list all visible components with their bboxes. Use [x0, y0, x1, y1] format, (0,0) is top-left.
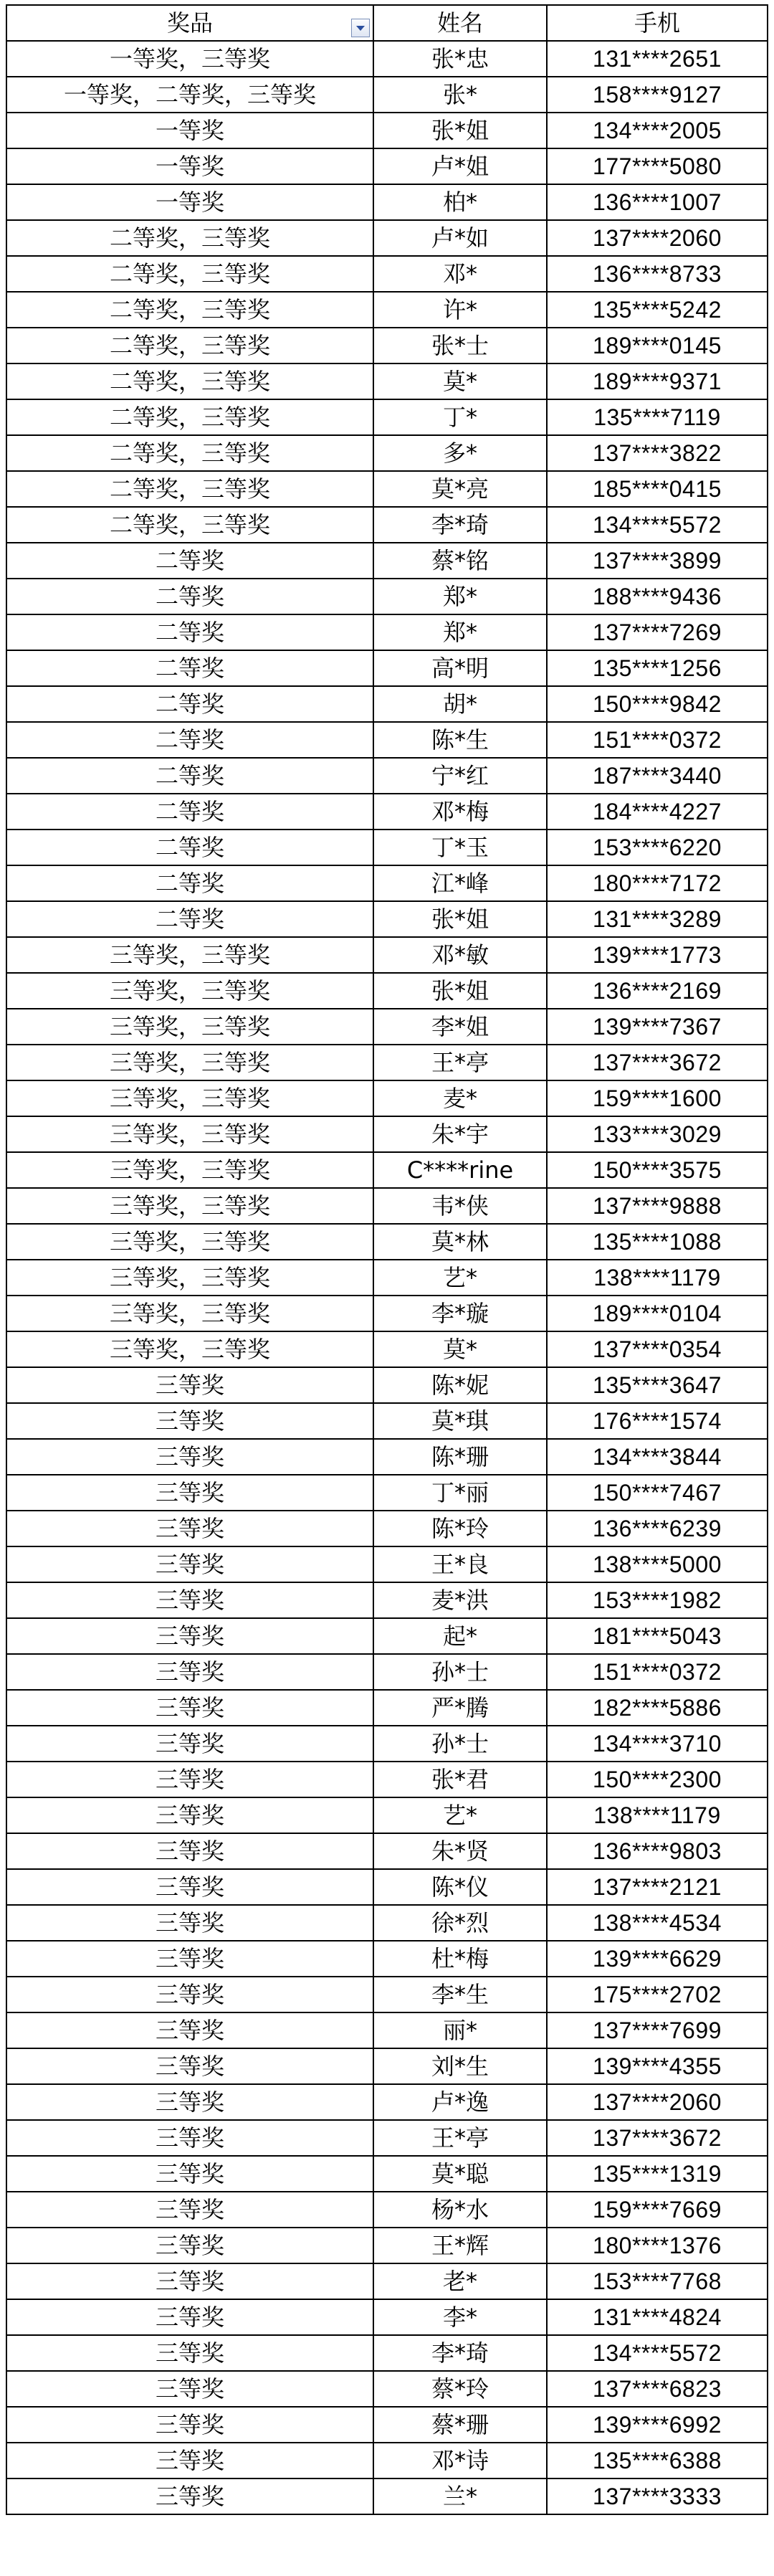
name-cell: 严*腾: [373, 1690, 547, 1726]
phone-cell: 137****9888: [547, 1188, 768, 1224]
table-row: [6, 1152, 768, 1188]
table-row: [6, 1762, 768, 1797]
phone-cell: 187****3440: [547, 758, 768, 794]
name-cell: 莫*亮: [373, 471, 547, 507]
phone-cell: 150****7467: [547, 1475, 768, 1511]
table-row: [6, 77, 768, 113]
name-cell: 丽*: [373, 2012, 547, 2048]
table-row: [6, 1009, 768, 1045]
prize-cell: 二等奖: [6, 794, 373, 830]
phone-cell: 150****2300: [547, 1762, 768, 1797]
prize-cell: 二等奖，三等奖: [6, 399, 373, 435]
name-cell: 朱*宇: [373, 1116, 547, 1152]
table-row: [6, 1260, 768, 1296]
name-cell: 张*士: [373, 328, 547, 363]
phone-cell: 158****9127: [547, 77, 768, 113]
prize-cell: 二等奖: [6, 650, 373, 686]
name-cell: 张*姐: [373, 973, 547, 1009]
name-cell: 胡*: [373, 686, 547, 722]
prize-cell: 二等奖，三等奖: [6, 292, 373, 328]
filter-dropdown-button[interactable]: [351, 19, 370, 37]
name-cell: 李*生: [373, 1977, 547, 2012]
phone-cell: 134****3710: [547, 1726, 768, 1762]
table-body: [6, 41, 768, 2514]
table-row: [6, 1582, 768, 1618]
table-row: [6, 2407, 768, 2443]
table-row: [6, 1511, 768, 1546]
name-cell: 邓*梅: [373, 794, 547, 830]
phone-cell: 137****2060: [547, 2084, 768, 2120]
phone-cell: 137****0354: [547, 1331, 768, 1367]
prize-cell: 三等奖: [6, 1439, 373, 1475]
prize-cell: 二等奖: [6, 901, 373, 937]
name-cell: 杨*水: [373, 2192, 547, 2228]
name-cell: 江*峰: [373, 865, 547, 901]
phone-cell: 137****3333: [547, 2478, 768, 2514]
prize-cell: 三等奖，三等奖: [6, 1188, 373, 1224]
phone-cell: 131****3289: [547, 901, 768, 937]
header-name: 姓名: [373, 5, 547, 41]
name-cell: 王*亭: [373, 2120, 547, 2156]
table-row: [6, 1367, 768, 1403]
name-cell: 杜*梅: [373, 1941, 547, 1977]
prize-cell: 一等奖: [6, 184, 373, 220]
name-cell: 张*: [373, 77, 547, 113]
prize-cell: 二等奖，三等奖: [6, 328, 373, 363]
prize-cell: 三等奖，三等奖: [6, 1045, 373, 1080]
table-row: [6, 830, 768, 865]
prize-cell: 三等奖: [6, 1403, 373, 1439]
table-row: [6, 184, 768, 220]
prize-cell: 三等奖: [6, 2371, 373, 2407]
phone-cell: 137****3672: [547, 2120, 768, 2156]
prize-cell: 二等奖: [6, 579, 373, 614]
prize-cell: 三等奖: [6, 2443, 373, 2478]
prize-cell: 三等奖: [6, 2299, 373, 2335]
phone-cell: 131****2651: [547, 41, 768, 77]
prize-cell: 三等奖，三等奖: [6, 1296, 373, 1331]
prize-cell: 二等奖，三等奖: [6, 256, 373, 292]
prize-cell: 三等奖: [6, 1582, 373, 1618]
prize-cell: 三等奖，三等奖: [6, 973, 373, 1009]
phone-cell: 139****4355: [547, 2048, 768, 2084]
table-row: [6, 1045, 768, 1080]
name-cell: 陈*妮: [373, 1367, 547, 1403]
table-row: [6, 1080, 768, 1116]
name-cell: 韦*侠: [373, 1188, 547, 1224]
name-cell: 卢*如: [373, 220, 547, 256]
table-row: [6, 1941, 768, 1977]
table-row: [6, 435, 768, 471]
phone-cell: 137****2121: [547, 1869, 768, 1905]
table-row: [6, 1296, 768, 1331]
phone-cell: 153****6220: [547, 830, 768, 865]
name-cell: 兰*: [373, 2478, 547, 2514]
name-cell: 张*君: [373, 1762, 547, 1797]
phone-cell: 139****7367: [547, 1009, 768, 1045]
prize-cell: 二等奖，三等奖: [6, 471, 373, 507]
phone-cell: 153****7768: [547, 2263, 768, 2299]
table-row: [6, 614, 768, 650]
table-row: [6, 507, 768, 543]
prize-cell: 三等奖: [6, 1511, 373, 1546]
phone-cell: 136****1007: [547, 184, 768, 220]
name-cell: 蔡*珊: [373, 2407, 547, 2443]
table-row: [6, 794, 768, 830]
phone-cell: 138****5000: [547, 1546, 768, 1582]
phone-cell: 137****3899: [547, 543, 768, 579]
prize-cell: 三等奖: [6, 1833, 373, 1869]
phone-cell: 131****4824: [547, 2299, 768, 2335]
phone-cell: 138****1179: [547, 1797, 768, 1833]
table-row: [6, 2371, 768, 2407]
table-row: [6, 722, 768, 758]
phone-cell: 135****7119: [547, 399, 768, 435]
prize-cell: 三等奖: [6, 2192, 373, 2228]
table-row: [6, 328, 768, 363]
name-cell: 邓*诗: [373, 2443, 547, 2478]
prize-cell: 三等奖: [6, 1367, 373, 1403]
phone-cell: 135****5242: [547, 292, 768, 328]
prize-cell: 一等奖，二等奖，三等奖: [6, 77, 373, 113]
phone-cell: 139****6992: [547, 2407, 768, 2443]
name-cell: 莫*琪: [373, 1403, 547, 1439]
table-row: [6, 686, 768, 722]
name-cell: 丁*丽: [373, 1475, 547, 1511]
table-row: [6, 2335, 768, 2371]
name-cell: 起*: [373, 1618, 547, 1654]
name-cell: 孙*士: [373, 1726, 547, 1762]
name-cell: 卢*逸: [373, 2084, 547, 2120]
prize-cell: 三等奖: [6, 1726, 373, 1762]
table-row: [6, 543, 768, 579]
name-cell: 莫*: [373, 1331, 547, 1367]
table-row: [6, 1905, 768, 1941]
prize-cell: 三等奖: [6, 2407, 373, 2443]
table-row: [6, 1869, 768, 1905]
header-phone: 手机: [547, 5, 768, 41]
phone-cell: 136****9803: [547, 1833, 768, 1869]
name-cell: 莫*: [373, 363, 547, 399]
name-cell: 许*: [373, 292, 547, 328]
table-row: [6, 2084, 768, 2120]
prize-cell: 三等奖: [6, 1546, 373, 1582]
table-row: [6, 256, 768, 292]
table-row: [6, 220, 768, 256]
name-cell: 莫*林: [373, 1224, 547, 1260]
phone-cell: 138****4534: [547, 1905, 768, 1941]
prize-cell: 二等奖: [6, 758, 373, 794]
phone-cell: 175****2702: [547, 1977, 768, 2012]
prize-cell: 三等奖: [6, 2335, 373, 2371]
phone-cell: 138****1179: [547, 1260, 768, 1296]
prize-cell: 二等奖，三等奖: [6, 220, 373, 256]
name-cell: 麦*: [373, 1080, 547, 1116]
name-cell: 孙*士: [373, 1654, 547, 1690]
table-row: [6, 1690, 768, 1726]
name-cell: 老*: [373, 2263, 547, 2299]
phone-cell: 136****8733: [547, 256, 768, 292]
name-cell: 朱*贤: [373, 1833, 547, 1869]
prize-cell: 三等奖: [6, 1977, 373, 2012]
table-row: [6, 399, 768, 435]
table-row: [6, 2228, 768, 2263]
table-row: [6, 363, 768, 399]
name-cell: 蔡*铭: [373, 543, 547, 579]
phone-cell: 137****6823: [547, 2371, 768, 2407]
phone-cell: 185****0415: [547, 471, 768, 507]
prize-winners-sheet: [6, 4, 767, 2515]
table-row: [6, 2192, 768, 2228]
name-cell: 张*忠: [373, 41, 547, 77]
name-cell: 王*亭: [373, 1045, 547, 1080]
table-row: [6, 2156, 768, 2192]
phone-cell: 134****3844: [547, 1439, 768, 1475]
phone-cell: 134****5572: [547, 507, 768, 543]
prize-cell: 三等奖: [6, 2084, 373, 2120]
phone-cell: 136****6239: [547, 1511, 768, 1546]
prize-cell: 三等奖: [6, 2048, 373, 2084]
name-cell: 李*: [373, 2299, 547, 2335]
phone-cell: 135****1088: [547, 1224, 768, 1260]
prize-cell: 三等奖，三等奖: [6, 1116, 373, 1152]
name-cell: 王*辉: [373, 2228, 547, 2263]
phone-cell: 176****1574: [547, 1403, 768, 1439]
phone-cell: 135****3647: [547, 1367, 768, 1403]
table-row: [6, 2443, 768, 2478]
name-cell: 艺*: [373, 1260, 547, 1296]
table-row: [6, 2299, 768, 2335]
phone-cell: 136****2169: [547, 973, 768, 1009]
name-cell: C****rine: [373, 1152, 547, 1188]
table-row: [6, 1726, 768, 1762]
name-cell: 陈*仪: [373, 1869, 547, 1905]
header-prize: [6, 5, 373, 41]
phone-cell: 151****0372: [547, 722, 768, 758]
phone-cell: 139****1773: [547, 937, 768, 973]
prize-cell: 三等奖，三等奖: [6, 1260, 373, 1296]
name-cell: 丁*: [373, 399, 547, 435]
table-row: [6, 1977, 768, 2012]
prize-cell: 一等奖，三等奖: [6, 41, 373, 77]
prize-cell: 二等奖: [6, 722, 373, 758]
phone-cell: 137****3822: [547, 435, 768, 471]
phone-cell: 150****9842: [547, 686, 768, 722]
prize-cell: 二等奖: [6, 686, 373, 722]
phone-cell: 135****6388: [547, 2443, 768, 2478]
prize-cell: 三等奖: [6, 1690, 373, 1726]
name-cell: 莫*聪: [373, 2156, 547, 2192]
phone-cell: 134****2005: [547, 113, 768, 148]
table-row: [6, 937, 768, 973]
table-row: [6, 901, 768, 937]
table-row: [6, 1403, 768, 1439]
table-row: [6, 1439, 768, 1475]
name-cell: 邓*: [373, 256, 547, 292]
name-cell: 麦*洪: [373, 1582, 547, 1618]
header-prize-label: 奖品: [166, 9, 213, 37]
phone-cell: 159****7669: [547, 2192, 768, 2228]
phone-cell: 177****5080: [547, 148, 768, 184]
phone-cell: 137****3672: [547, 1045, 768, 1080]
phone-cell: 184****4227: [547, 794, 768, 830]
prize-cell: 三等奖: [6, 1905, 373, 1941]
phone-cell: 133****3029: [547, 1116, 768, 1152]
prize-cell: 三等奖: [6, 1654, 373, 1690]
prize-cell: 三等奖，三等奖: [6, 1152, 373, 1188]
phone-cell: 181****5043: [547, 1618, 768, 1654]
table-row: [6, 1224, 768, 1260]
phone-cell: 159****1600: [547, 1080, 768, 1116]
table-row: [6, 1331, 768, 1367]
phone-cell: 137****7269: [547, 614, 768, 650]
name-cell: 丁*玉: [373, 830, 547, 865]
table-row: [6, 1618, 768, 1654]
phone-cell: 135****1256: [547, 650, 768, 686]
phone-cell: 189****0104: [547, 1296, 768, 1331]
name-cell: 卢*姐: [373, 148, 547, 184]
prize-cell: 二等奖: [6, 830, 373, 865]
table-row: [6, 973, 768, 1009]
table-row: [6, 865, 768, 901]
name-cell: 柏*: [373, 184, 547, 220]
prize-cell: 三等奖，三等奖: [6, 937, 373, 973]
phone-cell: 151****0372: [547, 1654, 768, 1690]
name-cell: 王*良: [373, 1546, 547, 1582]
prize-cell: 三等奖: [6, 2478, 373, 2514]
prize-cell: 三等奖: [6, 2120, 373, 2156]
table-row: [6, 1833, 768, 1869]
phone-cell: 180****1376: [547, 2228, 768, 2263]
prize-cell: 三等奖，三等奖: [6, 1331, 373, 1367]
name-cell: 陈*玲: [373, 1511, 547, 1546]
table-row: [6, 1188, 768, 1224]
name-cell: 徐*烈: [373, 1905, 547, 1941]
prize-cell: 一等奖: [6, 113, 373, 148]
phone-cell: 150****3575: [547, 1152, 768, 1188]
prize-cell: 三等奖: [6, 1618, 373, 1654]
name-cell: 李*琦: [373, 507, 547, 543]
table-row: [6, 1116, 768, 1152]
table-row: [6, 113, 768, 148]
prize-cell: 三等奖，三等奖: [6, 1009, 373, 1045]
name-cell: 李*姐: [373, 1009, 547, 1045]
dropdown-filter-icon: [355, 24, 366, 32]
name-cell: 宁*红: [373, 758, 547, 794]
prize-cell: 二等奖，三等奖: [6, 435, 373, 471]
name-cell: 蔡*玲: [373, 2371, 547, 2407]
table-row: [6, 1475, 768, 1511]
table-row: [6, 148, 768, 184]
phone-cell: 188****9436: [547, 579, 768, 614]
name-cell: 郑*: [373, 614, 547, 650]
prize-cell: 三等奖: [6, 2228, 373, 2263]
prize-cell: 二等奖，三等奖: [6, 507, 373, 543]
phone-cell: 180****7172: [547, 865, 768, 901]
name-cell: 陈*生: [373, 722, 547, 758]
table-row: [6, 471, 768, 507]
prize-cell: 二等奖: [6, 543, 373, 579]
prize-winners-table: [6, 4, 768, 2515]
header-row: [6, 5, 768, 41]
phone-cell: 189****9371: [547, 363, 768, 399]
phone-cell: 153****1982: [547, 1582, 768, 1618]
prize-cell: 三等奖: [6, 1797, 373, 1833]
prize-cell: 三等奖: [6, 2012, 373, 2048]
name-cell: 陈*珊: [373, 1439, 547, 1475]
name-cell: 张*姐: [373, 901, 547, 937]
phone-cell: 134****5572: [547, 2335, 768, 2371]
phone-cell: 135****1319: [547, 2156, 768, 2192]
prize-cell: 三等奖: [6, 2263, 373, 2299]
name-cell: 高*明: [373, 650, 547, 686]
prize-cell: 三等奖: [6, 1941, 373, 1977]
table-row: [6, 2048, 768, 2084]
table-row: [6, 1546, 768, 1582]
table-row: [6, 41, 768, 77]
prize-cell: 三等奖，三等奖: [6, 1080, 373, 1116]
name-cell: 刘*生: [373, 2048, 547, 2084]
name-cell: 李*琦: [373, 2335, 547, 2371]
table-row: [6, 2478, 768, 2514]
name-cell: 张*姐: [373, 113, 547, 148]
name-cell: 多*: [373, 435, 547, 471]
phone-cell: 189****0145: [547, 328, 768, 363]
table-row: [6, 579, 768, 614]
name-cell: 邓*敏: [373, 937, 547, 973]
prize-cell: 三等奖: [6, 1762, 373, 1797]
table-row: [6, 2263, 768, 2299]
table-row: [6, 1797, 768, 1833]
table-row: [6, 650, 768, 686]
table-row: [6, 292, 768, 328]
prize-cell: 三等奖，三等奖: [6, 1224, 373, 1260]
name-cell: 郑*: [373, 579, 547, 614]
prize-cell: 二等奖: [6, 865, 373, 901]
prize-cell: 三等奖: [6, 2156, 373, 2192]
phone-cell: 137****2060: [547, 220, 768, 256]
phone-cell: 182****5886: [547, 1690, 768, 1726]
prize-cell: 三等奖: [6, 1869, 373, 1905]
table-row: [6, 758, 768, 794]
prize-cell: 二等奖，三等奖: [6, 363, 373, 399]
prize-cell: 三等奖: [6, 1475, 373, 1511]
phone-cell: 137****7699: [547, 2012, 768, 2048]
name-cell: 李*璇: [373, 1296, 547, 1331]
prize-cell: 一等奖: [6, 148, 373, 184]
prize-cell: 二等奖: [6, 614, 373, 650]
table-row: [6, 2120, 768, 2156]
table-row: [6, 2012, 768, 2048]
name-cell: 艺*: [373, 1797, 547, 1833]
phone-cell: 139****6629: [547, 1941, 768, 1977]
table-row: [6, 1654, 768, 1690]
